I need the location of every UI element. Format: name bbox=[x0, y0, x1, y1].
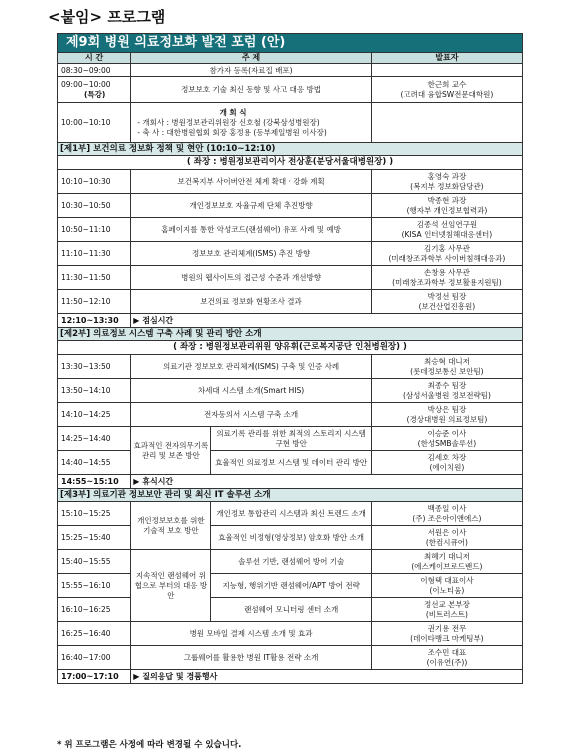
section-title: [제2부] 의료정보 시스템 구축 사례 및 관리 방안 소개 bbox=[58, 328, 523, 341]
speaker-name: 최종수 팀장 bbox=[427, 381, 467, 391]
speaker-cell bbox=[371, 598, 522, 622]
topic-cell: 효율적인 의료정보 시스템 및 데이터 관리 방안 bbox=[211, 451, 371, 475]
topic-cell: 랜섬웨어 모니터링 센터 소개 bbox=[211, 598, 371, 622]
time-cell: 14:25~14:40 bbox=[58, 427, 131, 451]
time-cell: 14:55~15:10 bbox=[58, 475, 131, 489]
speaker-cell bbox=[371, 103, 522, 143]
speaker-org: (행자부 개인정보협력과) bbox=[406, 205, 488, 215]
break-row bbox=[58, 475, 523, 489]
topic-cell: 전자동의서 시스템 구축 소개 bbox=[131, 403, 372, 427]
speaker-name: 조수민 대표 bbox=[427, 648, 467, 658]
break-label: ▶ 휴식시간 bbox=[131, 475, 523, 489]
time-cell: 10:10~10:30 bbox=[58, 170, 131, 194]
footnote: * 위 프로그램은 사정에 따라 변경될 수 있습니다. bbox=[57, 740, 242, 750]
speaker-name: 권기용 전무 bbox=[427, 624, 467, 634]
chair-row bbox=[58, 156, 523, 170]
time-cell: 13:50~14:10 bbox=[58, 379, 131, 403]
time-cell: 11:50~12:10 bbox=[58, 290, 131, 314]
time-cell: 15:25~15:40 bbox=[58, 526, 131, 550]
speaker-org: (에스케이브로드밴드) bbox=[411, 561, 483, 571]
speaker-cell bbox=[371, 266, 522, 290]
time-cell: 10:50~11:10 bbox=[58, 218, 131, 242]
time-cell: 16:25~16:40 bbox=[58, 622, 131, 646]
speaker-org: (미래창조과학부 정보활용지원팀) bbox=[392, 277, 502, 287]
speaker-org: (데이타뱅크 마케팅부) bbox=[410, 633, 484, 643]
speaker-cell bbox=[371, 242, 522, 266]
header-time: 시 간 bbox=[58, 53, 131, 64]
speaker-cell bbox=[371, 64, 522, 77]
table-row bbox=[58, 170, 523, 194]
speaker-name: 김기홍 사무관 bbox=[423, 244, 470, 254]
speaker-org: (삼성서울병원 정보전략팀) bbox=[402, 390, 491, 400]
speaker-org: (KISA 인터넷침해대응센터) bbox=[401, 229, 493, 239]
topic-cell: 보건의료 정보화 현황조사 결과 bbox=[131, 290, 372, 314]
time-cell bbox=[58, 77, 131, 103]
speaker-name: 손창용 사무관 bbox=[423, 268, 470, 278]
header-topic: 주 제 bbox=[131, 53, 372, 64]
speaker-name: 백종일 이사 bbox=[427, 504, 467, 514]
speaker-name: 김세호 차장 bbox=[427, 453, 467, 463]
speaker-org: (복지부 정보화담당관) bbox=[410, 181, 484, 191]
topic-cell: 그룹웨어를 활용한 병원 IT활용 전략 소개 bbox=[131, 646, 372, 670]
table-row bbox=[58, 77, 523, 103]
time-cell: 10:30~10:50 bbox=[58, 194, 131, 218]
section-row bbox=[58, 328, 523, 341]
time-cell: 14:40~14:55 bbox=[58, 451, 131, 475]
speaker-cell bbox=[371, 427, 522, 451]
speaker-org: (주) 조은아이앤에스) bbox=[412, 513, 482, 523]
speaker-cell bbox=[371, 403, 522, 427]
table-row bbox=[58, 550, 523, 574]
topic-cell bbox=[131, 103, 372, 143]
speaker-org: (이노티움) bbox=[429, 585, 465, 595]
time-cell: 11:30~11:50 bbox=[58, 266, 131, 290]
time-cell: 15:40~15:55 bbox=[58, 550, 131, 574]
speaker-org: (경상대병원 의료정보팀) bbox=[406, 414, 488, 424]
topic-cell: 보건복지부 사이버안전 체계 확대 · 강화 계획 bbox=[131, 170, 372, 194]
table-row bbox=[58, 427, 523, 451]
closing-row bbox=[58, 670, 523, 684]
table-row bbox=[58, 290, 523, 314]
topic-cell: 참가자 등록(자료집 배포) bbox=[131, 64, 372, 77]
header-row bbox=[58, 53, 523, 64]
speaker-cell bbox=[371, 622, 522, 646]
chair-text: ( 좌장 : 병원정보관리이사 전상훈(분당서울대병원장) ) bbox=[58, 156, 523, 170]
section-title: [제3부] 의료기관 정보보안 관리 및 최신 IT 솔루션 소개 bbox=[58, 489, 523, 502]
speaker-org: (에이치원) bbox=[429, 462, 465, 472]
time-cell: 14:10~14:25 bbox=[58, 403, 131, 427]
speaker-name: 박상은 팀장 bbox=[427, 405, 467, 415]
table-row bbox=[58, 218, 523, 242]
speaker-cell bbox=[371, 218, 522, 242]
group-topic-cell: 효과적인 전자의무기록 관리 및 보존 방안 bbox=[131, 427, 211, 475]
speaker-org: (고려대 융합SW전문대학원) bbox=[400, 89, 494, 99]
speaker-cell bbox=[371, 379, 522, 403]
table-row bbox=[58, 403, 523, 427]
chair-row bbox=[58, 341, 523, 355]
speaker-org: (비트러스트) bbox=[425, 609, 468, 619]
speaker-cell bbox=[371, 646, 522, 670]
table-row bbox=[58, 355, 523, 379]
table-row bbox=[58, 103, 523, 143]
speaker-name: 최혜기 대니저 bbox=[423, 552, 470, 562]
topic-line: - 축 사 : 대한병원협회 회장 홍정용 (동부제일병원 이사장) bbox=[137, 127, 327, 137]
time-cell: 08:30~09:00 bbox=[58, 64, 131, 77]
table-row bbox=[58, 242, 523, 266]
section-title: [제1부] 보건의료 정보화 정책 및 현안 (10:10~12:10) bbox=[58, 143, 523, 156]
speaker-cell bbox=[371, 194, 522, 218]
time-cell: 15:10~15:25 bbox=[58, 502, 131, 526]
speaker-name: 이형택 대표이사 bbox=[420, 576, 474, 586]
lunch-label: ▶ 점심시간 bbox=[131, 314, 523, 328]
page-heading: <붙임> 프로그램 bbox=[48, 8, 166, 26]
time-cell: 15:55~16:10 bbox=[58, 574, 131, 598]
topic-cell: 정보보호 관리체계(ISMS) 추진 방향 bbox=[131, 242, 372, 266]
speaker-name: 박정선 팀장 bbox=[427, 292, 467, 302]
topic-cell: 효율적인 비정형(영상정보) 암호화 방안 소개 bbox=[211, 526, 371, 550]
time-cell: 16:40~17:00 bbox=[58, 646, 131, 670]
speaker-org: (미래창조과학부 사이버침해대응과) bbox=[388, 253, 506, 263]
opening-ceremony-title: 개 회 식 bbox=[219, 108, 247, 118]
topic-cell: 지능형, 행위기반 랜섬웨어/APT 방어 전략 bbox=[211, 574, 371, 598]
time-text: 09:00~10:00 bbox=[61, 80, 111, 90]
table-row bbox=[58, 64, 523, 77]
table-row bbox=[58, 574, 523, 598]
speaker-cell bbox=[371, 550, 522, 574]
topic-cell: 의료기록 관리를 위한 최적의 스토리지 시스템 구현 방안 bbox=[211, 427, 371, 451]
speaker-cell bbox=[371, 355, 522, 379]
title-row bbox=[58, 34, 523, 53]
table-row bbox=[58, 451, 523, 475]
topic-cell: 개인정보 통합관리 시스템과 최신 트렌드 소개 bbox=[211, 502, 371, 526]
time-cell: 17:00~17:10 bbox=[58, 670, 131, 684]
chair-text: ( 좌장 : 병원정보관리위원 양유휘(근로복지공단 인천병원장) ) bbox=[58, 341, 523, 355]
speaker-cell bbox=[371, 170, 522, 194]
lunch-row bbox=[58, 314, 523, 328]
topic-cell: 홈페이지를 통한 악성코드(랜섬웨어) 유포 사례 및 예방 bbox=[131, 218, 372, 242]
table-row bbox=[58, 194, 523, 218]
speaker-cell bbox=[371, 77, 522, 103]
table-row bbox=[58, 598, 523, 622]
topic-cell: 의료기관 정보보호 관리체계(ISMS) 구축 및 인증 사례 bbox=[131, 355, 372, 379]
speaker-org: (한성SMB솔루션) bbox=[417, 438, 477, 448]
speaker-name: 최승혁 대니저 bbox=[423, 357, 470, 367]
speaker-name: 서원은 이사 bbox=[427, 528, 467, 538]
speaker-cell bbox=[371, 290, 522, 314]
topic-cell: 병원의 웹사이트의 접근성 수준과 개선방향 bbox=[131, 266, 372, 290]
speaker-org: (한컴시큐어) bbox=[425, 537, 468, 547]
time-cell: 13:30~13:50 bbox=[58, 355, 131, 379]
topic-line: - 개회사 : 병원정보관리위원장 신호철 (강북삼성병원장) bbox=[137, 118, 320, 128]
speaker-org: (롯데정보통신 보안팀) bbox=[410, 366, 484, 376]
speaker-org: (이유연(주)) bbox=[426, 657, 468, 667]
time-cell: 11:10~11:30 bbox=[58, 242, 131, 266]
speaker-cell bbox=[371, 451, 522, 475]
speaker-cell bbox=[371, 502, 522, 526]
table-row bbox=[58, 379, 523, 403]
header-speaker: 발표자 bbox=[371, 53, 522, 64]
topic-cell: 차세대 시스템 소개(Smart HIS) bbox=[131, 379, 372, 403]
speaker-name: 김종석 선임연구원 bbox=[416, 220, 478, 230]
group-topic-cell: 지속적인 랜섬웨어 위협으로 부터의 대응 방안 bbox=[131, 550, 211, 622]
table-row bbox=[58, 526, 523, 550]
speaker-cell bbox=[371, 526, 522, 550]
table-row bbox=[58, 646, 523, 670]
program-table bbox=[57, 33, 523, 684]
topic-cell: 정보보호 기술 최신 동향 및 사고 대응 방법 bbox=[131, 77, 372, 103]
speaker-name: 정선교 본부장 bbox=[423, 600, 470, 610]
speaker-name: 홍영숙 과장 bbox=[427, 172, 467, 182]
group-topic-cell: 개인정보보호를 위한 기술적 보호 방안 bbox=[131, 502, 211, 550]
program-title: 제9회 병원 의료정보화 발전 포럼 (안) bbox=[58, 34, 523, 53]
table-row bbox=[58, 622, 523, 646]
table-row bbox=[58, 502, 523, 526]
section-row bbox=[58, 489, 523, 502]
speaker-org: (보건산업진흥원) bbox=[418, 301, 476, 311]
time-cell: 12:10~13:30 bbox=[58, 314, 131, 328]
time-cell: 16:10~16:25 bbox=[58, 598, 131, 622]
speaker-name: 박종현 과장 bbox=[427, 196, 467, 206]
section-row bbox=[58, 143, 523, 156]
speaker-name: 이승준 이사 bbox=[427, 429, 467, 439]
topic-cell: 개인정보보호 자율규제 단체 추진방향 bbox=[131, 194, 372, 218]
closing-label: ▶ 질의응답 및 경품행사 bbox=[131, 670, 523, 684]
time-cell: 10:00~10:10 bbox=[58, 103, 131, 143]
speaker-cell bbox=[371, 574, 522, 598]
table-row bbox=[58, 266, 523, 290]
topic-cell: 솔루션 기반, 랜섬웨어 방어 기술 bbox=[211, 550, 371, 574]
speaker-name: 한근희 교수 bbox=[427, 80, 467, 90]
special-label: (특강) bbox=[83, 89, 106, 99]
topic-cell: 병원 모바일 결제 시스템 소개 및 효과 bbox=[131, 622, 372, 646]
